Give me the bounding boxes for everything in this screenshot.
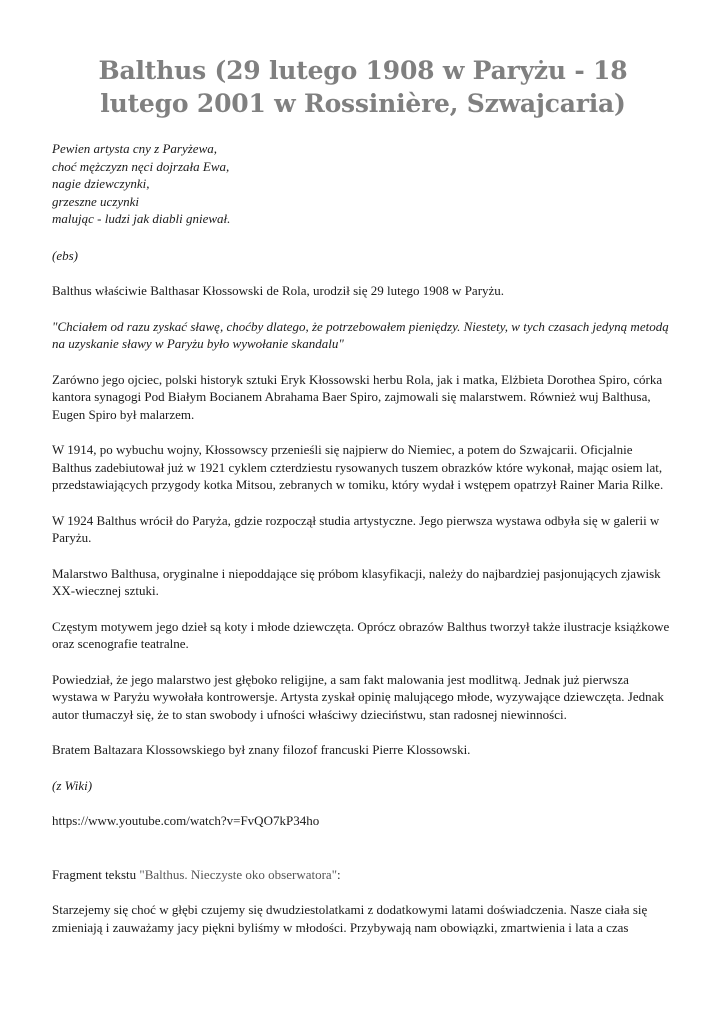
poem-line: nagie dziewczynki,: [52, 176, 150, 191]
quote-paragraph: "Chciałem od razu zyskać sławę, choćby dlatego, że potrzebowałem pieniędzy. Niestety, w tych czasach jedyną metodą na uzyskanie sławy w Paryżu było wywołanie skandalu": [52, 318, 669, 351]
source-note: (z Wiki): [52, 777, 93, 793]
paragraph-religion: Powiedział, że jego malarstwo jest głęboko religijne, a sam fakt malowania jest modlitwą. Jednak już pierwsza wystawa w Paryżu wywołała kontrowersje. Artysta zyskał opinię malującego młode, wyzywające dziewczęta. Jednak autor tłumaczył się, że to stan swobody i ufności właściwy dzieciństwu, stan radosnej niewinności.: [52, 671, 664, 722]
fragment-title: "Balthus. Nieczyste oko obserwatora": [139, 866, 338, 882]
poem-author: (ebs): [52, 247, 78, 263]
limerick-poem: [52, 140, 674, 228]
document-page: [52, 54, 674, 954]
youtube-link[interactable]: https://www.youtube.com/watch?v=FvQO7kP34ho: [52, 813, 320, 828]
poem-line: Pewien artysta cny z Paryżewa,: [52, 141, 217, 156]
paragraph-studies: W 1924 Balthus wrócił do Paryża, gdzie rozpoczął studia artystyczne. Jego pierwsza wystawa odbyła się w galerii w Paryżu.: [52, 512, 660, 545]
poem-line: malując - ludzi jak diabli gniewał.: [52, 211, 231, 226]
page-title: Balthus (29 lutego 1908 w Paryżu - 18 lutego 2001 w Rossinière, Szwajcaria): [98, 56, 628, 118]
poem-line: choć mężczyzn nęci dojrzała Ewa,: [52, 158, 230, 174]
paragraph-intro: Balthus właściwie Balthasar Kłossowski de Rola, urodził się 29 lutego 1908 w Paryżu.: [52, 283, 505, 298]
paragraph-brother: Bratem Baltazara Klossowskiego był znany filozof francuski Pierre Klossowski.: [52, 742, 471, 757]
fragment-prefix: Fragment tekstu: [52, 866, 140, 882]
paragraph-debut: W 1914, po wybuchu wojny, Kłossowscy przenieśli się najpierw do Niemiec, a potem do Szwajcarii. Oficjalnie Balthus zadebiutował już w 1921 cyklem czterdziestu rysowanych tuszem obrazków które wykonał, mając osiem lat, przedstawiających przygody kotka Mitsou, zebranych w tomiku, który wydał i wstępem opatrzył Rainer Maria Rilke.: [52, 442, 664, 492]
paragraph-motifs: Częstym motywem jego dzieł są koty i młode dziewczęta. Oprócz obrazów Balthus tworzył także ilustracje książkowe oraz scenografie teatralne.: [52, 618, 670, 651]
paragraph-fragment: Starzejemy się choć w głębi czujemy się dwudziestolatkami z dodatkowymi latami doświadczenia. Nasze ciała się zmieniają i zauważamy jacy piękni byliśmy w młodości. Przybywają nam obowiązki, zmartwienia i lata a czas: [52, 902, 648, 935]
fragment-heading: [52, 866, 674, 884]
fragment-suffix: :: [337, 866, 341, 882]
poem-line: grzeszne uczynki: [52, 193, 140, 209]
paragraph-family: Zarówno jego ojciec, polski historyk sztuki Eryk Kłossowski herbu Rola, jak i matka, Elżbieta Dorothea Spiro, córka kantora synagogi Pod Białym Bocianem Abrahama Baer Spiro, zajmowali się malarstwem. Również wuj Balthusa, Eugen Spiro był malarzem.: [52, 371, 663, 422]
paragraph-style: Malarstwo Balthusa, oryginalne i niepoddające się próbom klasyfikacji, należy do najbardziej pasjonujących zjawisk XX-wiecznej sztuki.: [52, 565, 661, 598]
